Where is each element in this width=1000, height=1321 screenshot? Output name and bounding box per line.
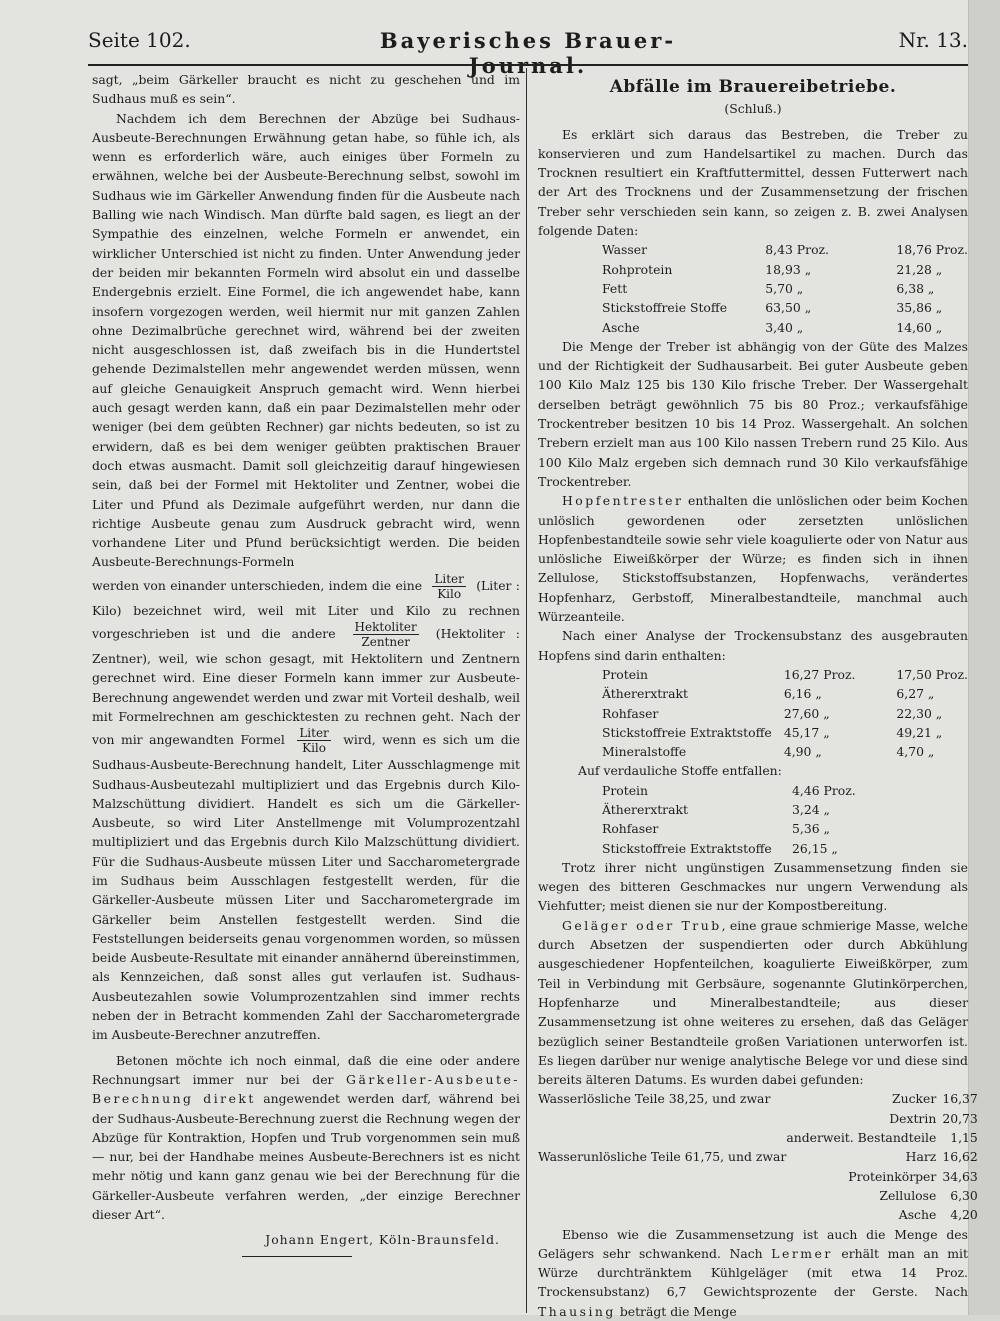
- table-row: [538, 1186, 978, 1205]
- paragraph: sagt, „beim Gärkeller braucht es nicht zu geschehen und im Sudhaus muß es sein“.: [92, 72, 520, 107]
- table-cell-k: Harz: [905, 1149, 937, 1165]
- paragraph: Es erklärt sich daraus das Bestreben, die Treber zu konservieren und zum Handelsartikel zu machen. Durch das Trocknen resultiert ein Kraftfuttermittel, dessen Futterwert nach der Art des Trocknens und der Zusammensetzung der frischen Treber sehr verschieden sein kann, so zeigen z. B. zwei Analysen folgende Daten:: [538, 126, 968, 239]
- text: mir angewandten Formel: [120, 732, 285, 748]
- table-cell-a: 4,46 Proz.: [792, 782, 856, 798]
- table-cell-b: 18,76 Proz.: [896, 242, 968, 258]
- table-row: [538, 279, 968, 298]
- table-row: [538, 318, 968, 337]
- table-cell-a: 16,27 Proz.: [783, 666, 856, 682]
- article-subtitle: (Schluß.): [724, 101, 782, 117]
- table-cell-name: Äthererxtrakt: [602, 686, 688, 702]
- paragraph: [538, 491, 968, 626]
- table-cell-name: [538, 1109, 786, 1128]
- paragraph: Trotz ihrer nicht ungünstigen Zusammensetzung finden sie wegen des bitteren Geschmackes nur ungern Verwendung als Viehfutter; meist dienen sie nur der Kompostbereitung.: [538, 859, 968, 914]
- table-cell-a: 6,16 „: [783, 686, 822, 702]
- table-cell-k: Zellulose: [879, 1187, 937, 1203]
- paragraph: [538, 1225, 968, 1321]
- paragraph: Die Menge der Treber ist abhängig von der Güte des Malzes und der Richtigkeit der Sudhausarbeit. Bei guter Ausbeute geben 100 Kilo Malz 125 bis 130 Kilo frische Treber. Der Wassergehalt derselben beträgt gewöhnlich 75 bis 80 Proz.; verkaufsfähige Trockentreber besitzen 10 bis 14 Proz. Wassergehalt. An solchen Trebern erzielt man aus 100 Kilo nassen Trebern rund 25 Kilo. Aus 100 Kilo Malz ergeben sich demnach rund 30 Kilo verkaufsfähige Trockentreber.: [538, 338, 968, 489]
- table-row: [538, 1109, 978, 1128]
- emphasis-text: Lermer: [771, 1245, 833, 1261]
- table-row: [538, 1167, 978, 1186]
- table-cell-b: 17,50 Proz.: [896, 666, 968, 682]
- table-row: [538, 839, 856, 858]
- fraction-numerator: Liter: [434, 571, 464, 586]
- table-cell-a: 4,90 „: [783, 744, 822, 760]
- table-row: [538, 260, 968, 279]
- text: enthalten die unlöslichen oder beim Kochen unlöslich gewordenen oder zersetzten unlöslichen Hopfenbestandteile sowie sehr viele koagulierte oder von Natur aus unlösliche Eiweißkörper der Würze; es finden sich in ihnen Zellulose, Stickstoffsubstanzen, Hopfenwachs, verändertes Hopfenharz, Gerbstoff, Mineralbestandteile, manchmal auch Würzeanteile.: [538, 493, 968, 625]
- table-cell-k: Proteinkörper: [848, 1168, 937, 1184]
- text: (Liter : Kilo) bezeichnet wird, weil mit Liter und Kilo zu rechnen: [92, 577, 520, 618]
- table-row: [538, 1128, 978, 1147]
- analysis-table-verdaulich: [538, 781, 856, 858]
- table-cell-a: 18,93 „: [765, 261, 812, 277]
- table-cell-name: Stickstoffreie Extraktstoffe: [602, 724, 772, 740]
- table-cell-k: Zucker: [892, 1091, 937, 1107]
- table-row: [538, 819, 856, 838]
- table-cell-a: 8,43 Proz.: [765, 242, 829, 258]
- end-rule: [242, 1256, 352, 1257]
- table-cell-a: 5,70 „: [765, 280, 804, 296]
- table-cell-name: Wasserlösliche Teile 38,25, und zwar: [538, 1091, 771, 1107]
- table-cell-name: [538, 1186, 786, 1205]
- left-column: [92, 70, 520, 1257]
- table-cell-b: 6,38 „: [896, 280, 935, 296]
- table-row: [538, 742, 968, 761]
- table-cell-v: 16,62: [942, 1149, 978, 1165]
- table-intro: Auf verdauliche Stoffe entfallen:: [578, 763, 782, 779]
- formula-hektoliter-zentner: [353, 620, 419, 649]
- table-cell-name: [538, 1205, 786, 1224]
- table-cell-b: 22,30 „: [896, 705, 943, 721]
- table-cell-v: 16,37: [942, 1091, 978, 1107]
- formula-liter-kilo: [432, 572, 465, 601]
- table-cell-b: 14,60 „: [896, 319, 943, 335]
- fraction-denominator: Kilo: [437, 586, 462, 601]
- table-row: [538, 665, 968, 684]
- table-cell-k: Dextrin: [889, 1110, 937, 1126]
- analysis-table-hopfen: [538, 665, 968, 761]
- text: erhält man an mit Würze durchtränktem Kühlgeläger (mit etwa 14 Proz. Trockensubstanz) 6,7 Gewichtsprozente der Gerste. Nach: [538, 1245, 968, 1300]
- table-row: [538, 1147, 978, 1166]
- table-cell-name: Protein: [602, 782, 648, 798]
- text: angewendet werden darf, während bei der Sudhaus-Ausbeute-Berechnung zuerst die Rechnung wegen der Abzüge für Kontraktion, Hopfen und Trub vorgenommen sein muß — nur, bei der Handhabe meines Ausbeute-Berechners ist es nicht mehr nötig und kann ganz genau wie bei der Berechnung für die Gärkeller-Ausbeute verfahren werden, „der einzige Berechner dieser Art“.: [92, 1091, 520, 1223]
- right-column: [538, 70, 978, 1321]
- text: (Hektoliter : Zentner), weil, wie schon gesagt, mit Hektolitern und Zentnern gerechnet wird. Eine dieser Formeln kann immer zur Ausbeute-Berechnung angewendet werden und zwar mit Vorteil deshalb, weil mit Formelrechnen am geschicktesten zu rechnen geht. Nach der von: [92, 626, 520, 748]
- table-row: [538, 240, 968, 259]
- table-cell-name: [538, 1128, 786, 1147]
- emphasis-text: Geläger oder Trub: [562, 917, 722, 933]
- text: vorgeschrieben ist und die andere: [92, 626, 336, 642]
- table-row: [538, 723, 968, 742]
- table-row: [538, 684, 968, 703]
- paragraph: Nach einer Analyse der Trockensubstanz des ausgebrauten Hopfens sind darin enthalten:: [538, 628, 968, 663]
- issue-number: Nr. 13.: [898, 28, 968, 52]
- page-header: [88, 24, 968, 78]
- table-cell-name: Asche: [602, 319, 640, 335]
- table-row: [538, 800, 856, 819]
- table-cell-a: 26,15 „: [792, 840, 838, 856]
- journal-title: Bayerisches Brauer-Journal.: [379, 28, 677, 78]
- table-cell-name: Wasserunlösliche Teile 61,75, und zwar: [538, 1149, 787, 1165]
- emphasis-text: Thausing: [538, 1303, 616, 1319]
- table-cell-b: 21,28 „: [896, 261, 943, 277]
- table-cell-a: 63,50 „: [765, 300, 812, 316]
- analysis-table-treber: [538, 240, 968, 336]
- table-cell-name: Stickstoffreie Stoffe: [602, 300, 728, 316]
- column-separator: [526, 68, 527, 1313]
- table-cell-a: 5,36 „: [792, 821, 830, 837]
- table-cell-name: Rohprotein: [602, 261, 673, 277]
- table-cell-a: 45,17 „: [783, 724, 830, 740]
- fraction-denominator: Kilo: [302, 741, 326, 756]
- formula-paragraph: [92, 572, 520, 1045]
- table-cell-name: Rohfaser: [602, 821, 659, 837]
- paragraph: [92, 1051, 520, 1225]
- table-cell-b: 4,70 „: [896, 744, 935, 760]
- table-cell-b: 6,27 „: [896, 686, 935, 702]
- table-cell-v: 1,15: [950, 1130, 978, 1146]
- table-cell-a: 3,24 „: [792, 801, 830, 817]
- header-rule: [88, 64, 968, 66]
- formula-liter-kilo-2: [297, 726, 330, 755]
- table-cell-name: Stickstoffreie Extraktstoffe: [602, 840, 772, 856]
- fraction-numerator: Liter: [299, 726, 329, 741]
- table-cell-v: 6,30: [950, 1187, 978, 1203]
- text: Betonen möchte ich noch einmal, daß die eine oder andere Rechnungsart immer nur bei der: [92, 1052, 520, 1087]
- table-cell-name: Äthererxtrakt: [602, 801, 688, 817]
- table-cell-k: Asche: [898, 1207, 937, 1223]
- text: beträgt die Menge: [619, 1303, 737, 1319]
- text: Ebenso wie die Zusammensetzung ist auch die Menge des Gelägers sehr schwankend. Nach: [538, 1226, 968, 1261]
- table-cell-v: 34,63: [942, 1168, 978, 1184]
- table-row: [538, 1089, 978, 1108]
- table-row: [538, 704, 968, 723]
- table-cell-a: 27,60 „: [783, 705, 830, 721]
- table-cell-k: anderweit. Bestandteile: [786, 1130, 937, 1146]
- table-cell-name: Rohfaser: [602, 705, 659, 721]
- table-cell-name: [538, 1167, 786, 1186]
- table-cell-name: Wasser: [602, 242, 648, 258]
- text: , eine graue schmierige Masse, welche durch Absetzen der suspendierten oder durch Abkühlung ausgeschiedener Hopfenteilchen, koagulierte Eiweißkörper, zum Teil in Verbindung mit Gerbsäure, sogenannte Glutinkörperchen, Hopfenharze und Mineralbestandteile; aus dieser Zusammensetzung ist ohne weiteres zu ersehen, daß das Geläger bezüglich seiner Bestandteile großen Variationen unterworfen ist. Es liegen darüber nur wenige analytische Belege vor und diese sind bereits älteren Datums. Es wurden dabei gefunden:: [538, 917, 968, 1088]
- table-cell-b: 35,86 „: [896, 300, 943, 316]
- page-number: Seite 102.: [88, 28, 191, 52]
- table-row: [538, 298, 968, 317]
- fraction-denominator: Zentner: [361, 635, 410, 650]
- paragraph: Nachdem ich dem Berechnen der Abzüge bei Sudhaus-Ausbeute-Berechnungen Erwähnung getan habe, so fühle ich, als wenn es erforderlich wäre, auch einiges über Formeln zu erwähnen, welche bei der Ausbeute-Berechnung selbst, sowohl im Sudhaus wie im Gärkeller Anwendung finden für die Ausbeute nach Balling wie nach Windisch. Man dürfte bald sagen, es liegt an der Sympathie des einzelnen, welche Formeln er anwendet, ein wirklicher Unterschied ist nicht zu finden. Unter Anwendung jeder der beiden mir bekannten Formeln wird absolut ein und dasselbe Endergebnis erzielt. Eine Formel, die ich angewendet habe, kann insofern vorgezogen werden, weil hiermit nur mit ganzen Zahlen ohne Dezimalbrüche gerechnet wird, während bei der zweiten nicht ausgeschlossen ist, daß zweifach bis in die Hundertstel gehende Dezimalstellen mehr angewendet werden müssen, wenn auf gleiche Genauigkeit Anspruch gemacht wird. Wenn hierbei auch gesagt werden kann, daß ein paar Dezimalstellen mehr oder weniger (bei dem geübten Rechner) gar nichts bedeuten, so ist zu erwidern, daß es bei dem weniger geübten praktischen Brauer doch etwas ausmacht. Damit soll gleichzeitig darauf hingewiesen sein, daß bei der Formel mit Hektoliter und Zentner, wobei die Liter und Pfund als Dezimale aufgeführt werden, nur dann die richtige Ausbeute genau zum Ausdruck gebracht wird, wenn vorhandene Liter und Pfund berücksichtigt werden. Die beiden Ausbeute-Berechnungs-Formeln: [92, 110, 520, 570]
- table-cell-b: 49,21 „: [896, 724, 943, 740]
- article-title: Abfälle im Brauereibetriebe.: [609, 77, 897, 97]
- text: wird, wenn es sich um die Sudhaus-Ausbeute-Berechnung handelt, Liter Ausschlagmenge mit Sudhaus-Ausbeutezahl multipliziert und das Ergebnis durch Kilo-Malzschüttung dividiert. Handelt es sich um die Gärkeller-Ausbeute, so wird Liter Anstellmenge mit Volumprozentzahl multipliziert und das Ergebnis durch Kilo Malzschüttung dividiert. Für die Sudhaus-Ausbeute müssen Liter und Saccharometergrade im Sudhaus beim Ausschlagen festgestellt werden, für die Gärkeller-Ausbeute müssen Liter und Saccharometergrade im Gärkeller beim Anstellen festgestellt werden. Sind die Feststellungen beiderseits genau vorgenommen worden, so müssen beide Ausbeute-Resultate mit einander annähernd übereinstimmen, als Kennzeichen, daß sonst alles gut verlaufen ist. Sudhaus-Ausbeutezahlen sowie Volumprozentzahlen sind immer rechts neben der in Betracht kommenden Zahl der Saccharometergrade im Ausbeute-Berechner anzutreffen.: [92, 732, 520, 1043]
- table-cell-name: Protein: [602, 666, 648, 682]
- text: werden von einander unterschieden, indem die eine: [92, 577, 423, 593]
- emphasis-text: Hopfentrester: [562, 493, 684, 509]
- emphasis-text: Gärkeller-Ausbeute-Berechnung direkt: [92, 1071, 520, 1107]
- table-cell-name: Mineralstoffe: [602, 744, 687, 760]
- analysis-table-gelaeger: [538, 1089, 978, 1224]
- table-row: [538, 1205, 978, 1224]
- author-signature: Johann Engert, Köln-Braunsfeld.: [265, 1232, 500, 1248]
- table-cell-v: 4,20: [950, 1207, 978, 1223]
- table-cell-a: 3,40 „: [765, 319, 804, 335]
- fraction-numerator: Hektoliter: [354, 620, 417, 635]
- table-cell-name: Fett: [602, 280, 628, 296]
- table-cell-v: 20,73: [942, 1110, 978, 1126]
- table-row: [538, 781, 856, 800]
- paragraph: [538, 916, 968, 1090]
